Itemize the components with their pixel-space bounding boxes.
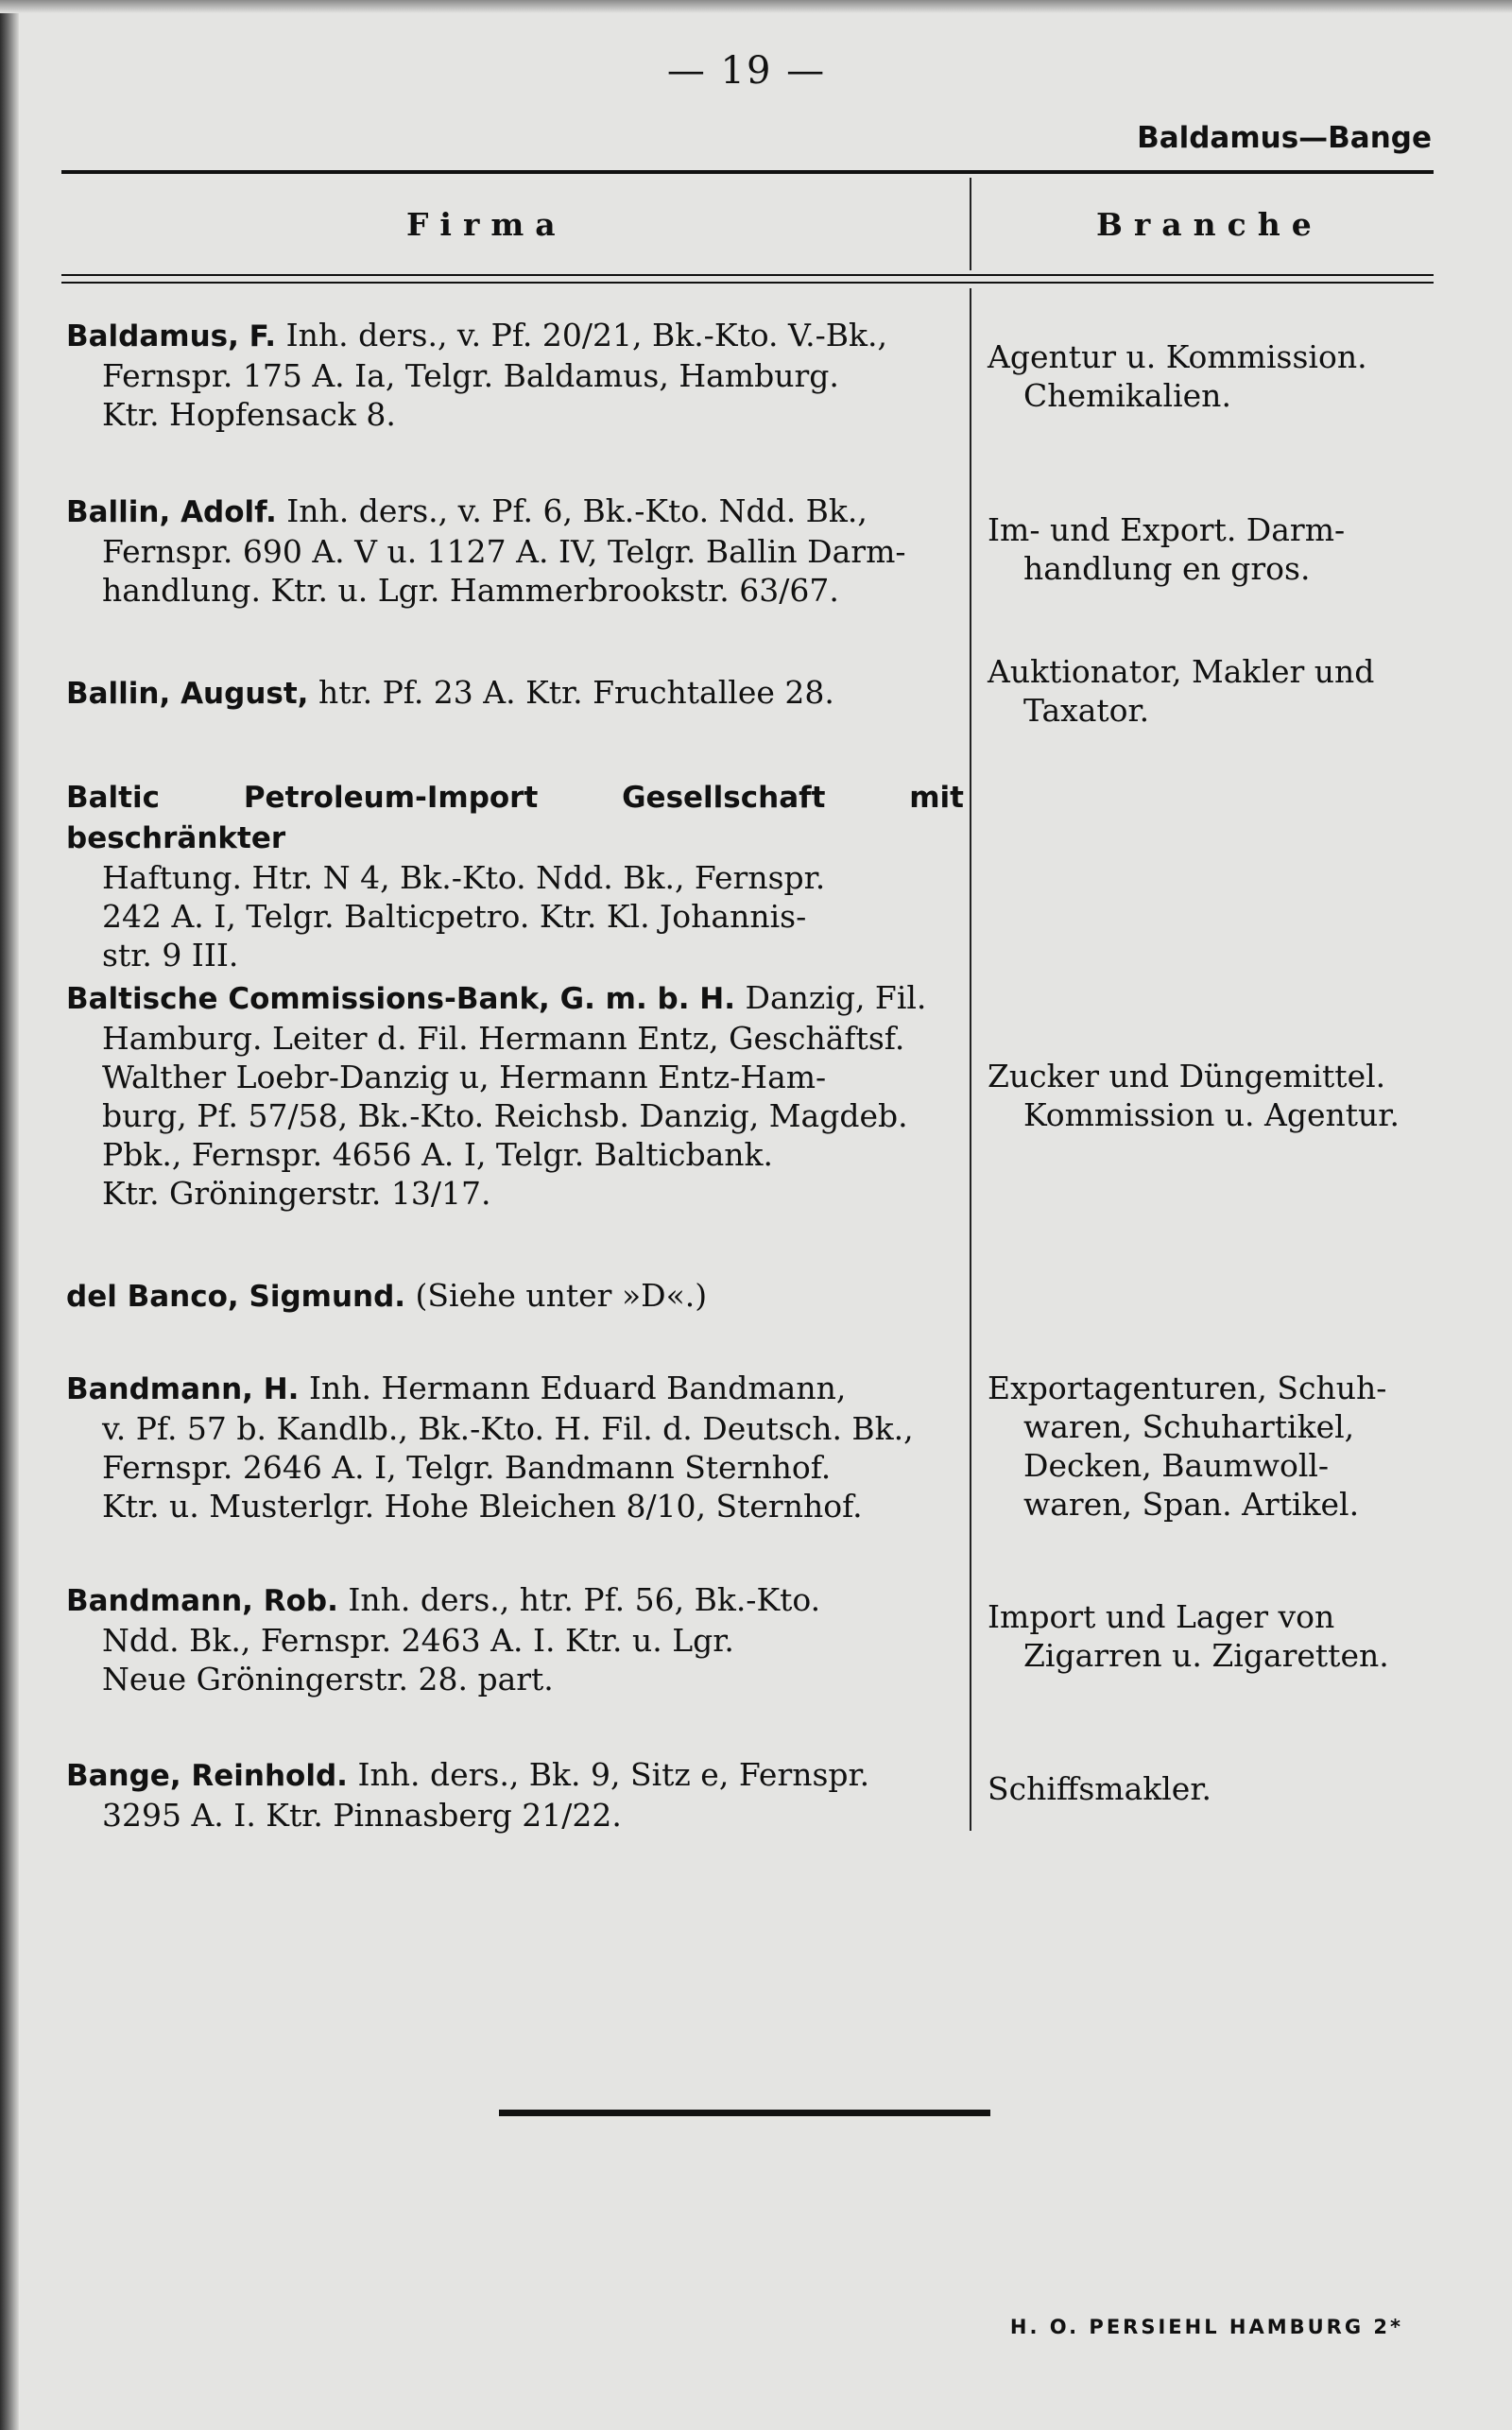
- entry-line: burg, Pf. 57/58, Bk.-Kto. Reichsb. Danzig, Magdeb.: [102, 1097, 908, 1134]
- header-bottom-rule-2: [61, 282, 1434, 284]
- entry-line: Ktr. Gröningerstr. 13/17.: [102, 1175, 491, 1212]
- entry-branche: [988, 652, 1451, 730]
- branche-line: waren, Span. Artikel.: [1023, 1486, 1360, 1523]
- entry-firma: [66, 978, 964, 1213]
- header-column-separator: [970, 178, 971, 270]
- entry-branche: [988, 337, 1451, 415]
- entry-name: Baldamus, F.: [66, 319, 277, 353]
- printer-imprint: H. O. PERSIEHL HAMBURG 2*: [1009, 2316, 1403, 2338]
- header-bottom-rule-1: [61, 274, 1434, 276]
- entry-name: Bange, Reinhold.: [66, 1759, 348, 1793]
- branche-line: Kommission u. Agentur.: [1023, 1096, 1400, 1133]
- entry-branche: [988, 1769, 1451, 1808]
- entry-branche: [988, 1597, 1451, 1675]
- entry-line: Neue Gröningerstr. 28. part.: [102, 1661, 554, 1698]
- entry-line: Inh. ders., htr. Pf. 56, Bk.-Kto.: [348, 1581, 821, 1618]
- branche-line: Auktionator, Makler und: [988, 653, 1375, 690]
- entry-name: Baltic Petroleum-Import Gesellschaft mit beschränkter: [66, 781, 964, 855]
- entry-line: v. Pf. 57 b. Kandlb., Bk.-Kto. H. Fil. d. Deutsch. Bk.,: [102, 1410, 914, 1447]
- page-top-shadow: [0, 0, 1512, 13]
- branche-line: Chemikalien.: [1023, 377, 1231, 414]
- entry-line: Hamburg. Leiter d. Fil. Hermann Entz, Geschäftsf.: [102, 1020, 905, 1057]
- entry-name: del Banco, Sigmund.: [66, 1280, 406, 1314]
- entry-line: str. 9 III.: [102, 937, 239, 974]
- entry-line: Fernspr. 690 A. V u. 1127 A. IV, Telgr. Ballin Darm-: [102, 533, 906, 570]
- entry-line: (Siehe unter »D«.): [415, 1277, 708, 1314]
- entry-branche: [988, 1057, 1451, 1134]
- entry-line: Inh. ders., Bk. 9, Sitz e, Fernspr.: [357, 1756, 870, 1793]
- branche-line: Zigarren u. Zigaretten.: [1023, 1637, 1389, 1674]
- entry-line: Ktr. Hopfensack 8.: [102, 396, 396, 433]
- branche-line: Agentur u. Kommission.: [988, 338, 1367, 375]
- entry-name: Baltische Commissions-Bank, G. m. b. H.: [66, 982, 735, 1016]
- entry-line: 242 A. I, Telgr. Balticpetro. Ktr. Kl. Johannis-: [102, 898, 807, 935]
- branche-line: Import und Lager von: [988, 1598, 1335, 1635]
- entry-line: 3295 A. I. Ktr. Pinnasberg 21/22.: [102, 1797, 622, 1834]
- entry-firma: [66, 1580, 964, 1698]
- entry-name: Bandmann, Rob.: [66, 1584, 338, 1618]
- entry-line: Danzig, Fil.: [745, 979, 927, 1016]
- entry-firma: [66, 673, 964, 714]
- column-head-firma: Firma: [406, 206, 567, 243]
- branche-line: Zucker und Düngemittel.: [988, 1058, 1386, 1094]
- running-head: Baldamus—Bange: [1137, 121, 1432, 155]
- entry-line: Fernspr. 2646 A. I, Telgr. Bandmann Sternhof.: [102, 1449, 832, 1486]
- entry-line: Inh. ders., v. Pf. 20/21, Bk.-Kto. V.-Bk.,: [285, 317, 887, 353]
- branche-line: Decken, Baumwoll-: [1023, 1447, 1330, 1484]
- entry-branche: [988, 510, 1451, 588]
- entry-firma: [66, 777, 964, 974]
- end-rule: [499, 2110, 990, 2116]
- entry-line: Haftung. Htr. N 4, Bk.-Kto. Ndd. Bk., Fernspr.: [102, 859, 826, 896]
- entry-firma: [66, 1755, 964, 1835]
- entry-line: Inh. Hermann Eduard Bandmann,: [308, 1370, 847, 1406]
- entry-firma: [66, 1369, 964, 1525]
- column-separator: [970, 288, 971, 1831]
- header-top-rule: [61, 170, 1434, 174]
- branche-line: handlung en gros.: [1023, 550, 1311, 587]
- page-edge-shadow: [0, 0, 19, 2430]
- entry-firma: [66, 1276, 964, 1317]
- entry-name: Bandmann, H.: [66, 1372, 300, 1406]
- entry-firma: [66, 316, 964, 434]
- entry-line: htr. Pf. 23 A. Ktr. Fruchtallee 28.: [318, 674, 834, 711]
- branche-line: Taxator.: [1023, 692, 1150, 729]
- entry-line: Inh. ders., v. Pf. 6, Bk.-Kto. Ndd. Bk.,: [286, 492, 868, 529]
- branche-line: Exportagenturen, Schuh-: [988, 1370, 1387, 1406]
- branche-line: Schiffsmakler.: [988, 1770, 1211, 1807]
- entry-line: Fernspr. 175 A. Ia, Telgr. Baldamus, Hamburg.: [102, 357, 839, 394]
- entry-name: Ballin, August,: [66, 677, 309, 711]
- branche-line: Im- und Export. Darm-: [988, 511, 1346, 548]
- entry-branche: [988, 1369, 1451, 1524]
- entry-line: Walther Loebr-Danzig u, Hermann Entz-Ham-: [102, 1059, 827, 1095]
- entry-line: Pbk., Fernspr. 4656 A. I, Telgr. Balticbank.: [102, 1136, 774, 1173]
- entry-firma: [66, 491, 964, 610]
- entry-line: handlung. Ktr. u. Lgr. Hammerbrookstr. 63/67.: [102, 572, 839, 609]
- branche-line: waren, Schuhartikel,: [1023, 1408, 1355, 1445]
- column-head-branche: Branche: [1096, 206, 1323, 243]
- entry-line: Ndd. Bk., Fernspr. 2463 A. I. Ktr. u. Lgr.: [102, 1622, 734, 1659]
- page-number: — 19 —: [666, 49, 827, 93]
- entry-line: Ktr. u. Musterlgr. Hohe Bleichen 8/10, Sternhof.: [102, 1488, 863, 1525]
- entry-name: Ballin, Adolf.: [66, 495, 277, 529]
